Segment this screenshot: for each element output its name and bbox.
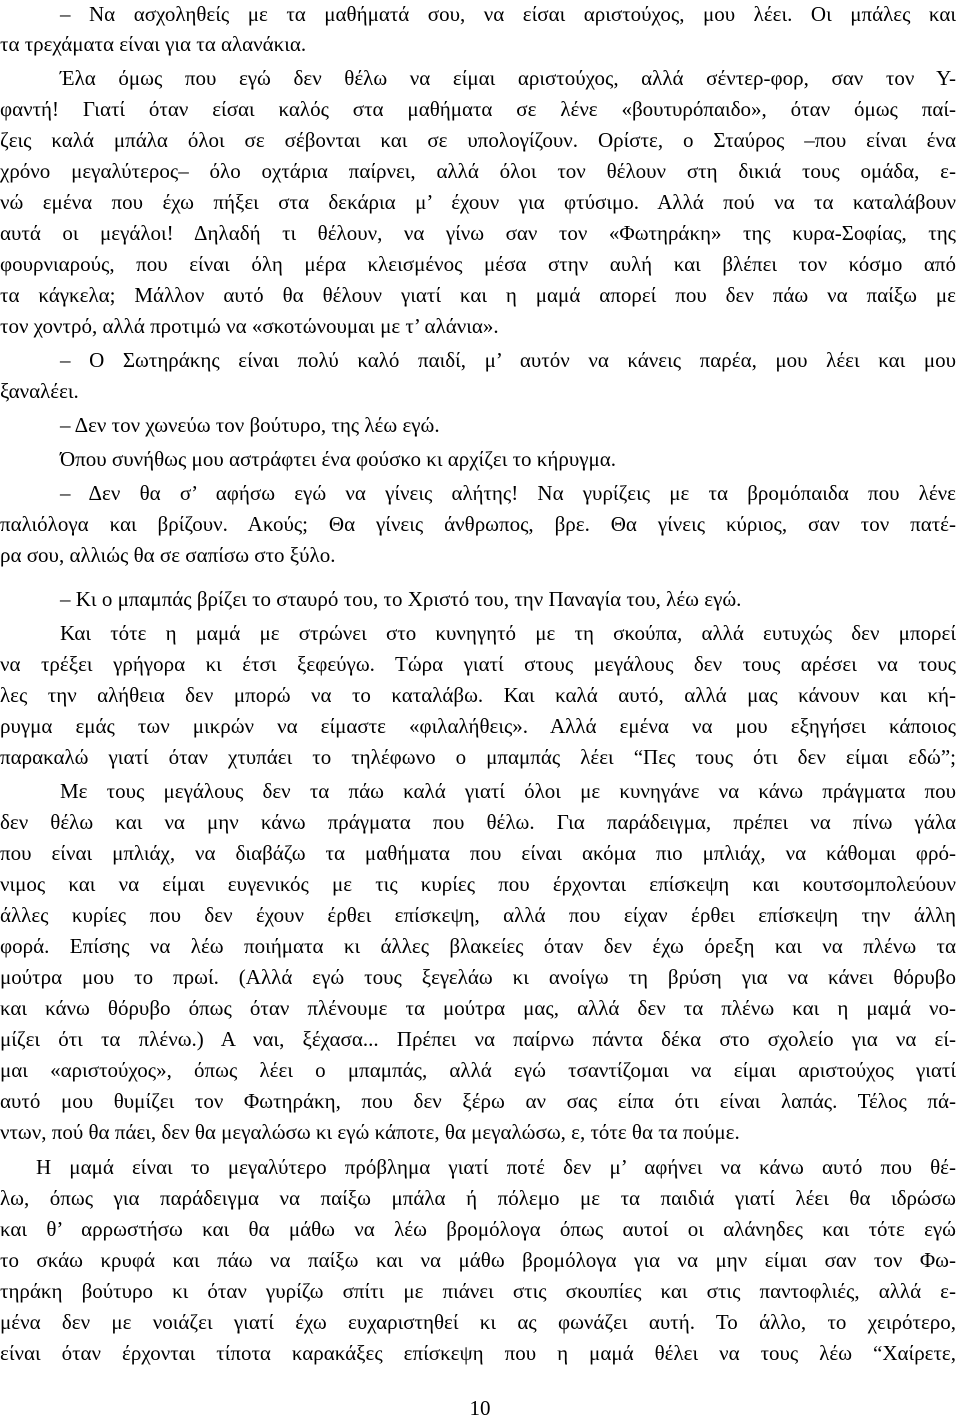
text-line: μαι «αριστούχος», όπως λέει ο μπαμπάς, αλλά εγώ τσαντίζομαι να είμαι αριστούχος γιατί [0, 1058, 956, 1082]
text-line: – Κι ο μπαμπάς βρίζει το σταυρό του, το Χριστό του, την Παναγία του, λέω εγώ. [60, 587, 742, 611]
text-line: φορά. Επίσης να λέω ποιήματα κι άλλες βλακείες όταν δεν έχω όρεξη και να πλένω τα [0, 934, 956, 958]
text-line: μούτρα μου το πρωί. (Αλλά εγώ τους ξεγελάω κι ανοίγω τη βρύση για να κάνει θόρυβο [0, 965, 956, 989]
text-line: νιμος και να είμαι ευγενικός με τις κυρίες που έρχονται επίσκεψη και κουτσομπολεύουν [0, 872, 956, 896]
text-line: και θ’ αρρωστήσω και θα μάθω να λέω βρομόλογα όπως αυτοί οι αλάνηδες και τότε εγώ [0, 1217, 956, 1241]
text-line: παρακαλώ γιατί όταν χτυπάει το τηλέφωνο ο μπαμπάς λέει “Πες τους ότι δεν είμαι εδώ”; [0, 745, 956, 769]
text-line: αυτό μου θυμίζει τον Φωτηράκη, που δεν ξέρω αν σας είπα ότι είναι λαπάς. Τέλος πά- [0, 1089, 956, 1113]
text-line: τα τρεχάματα είναι για τα αλανάκια. [0, 32, 307, 56]
text-line: χρόνο μεγαλύτερος– όλο οχτάρια παίρνει, αλλά όλοι τον θέλουν στη δικιά τους ομάδα, ε- [0, 159, 956, 183]
text-line: ρυγμα εμάς των μικρών να είμαστε «φιλαλήθεις». Αλλά εμένα να μου εξηγήσει κάποιος [0, 714, 956, 738]
text-line: τα κάγκελα; Μάλλον αυτό θα θέλουν γιατί και η μαμά απορεί που δεν πάω να παίξω με [0, 283, 956, 307]
text-line: ξαναλέει. [0, 379, 79, 403]
page-number: 10 [469, 1396, 491, 1420]
text-line: μένα δεν με νοιάζει γιατί έχω ευχαριστηθεί κι ας φωνάζει αυτή. Το άλλο, το χειρότερο, [0, 1310, 956, 1334]
text-line: νώ εμένα που έχω πήξει στα δεκάρια μ’ έχουν για φτύσιμο. Αλλά πού να τα καταλάβουν [0, 190, 956, 214]
text-line: Έλα όμως που εγώ δεν θέλω να είμαι αριστούχος, αλλά σέντερ-φορ, σαν τον Υ- [60, 66, 956, 90]
text-line: Με τους μεγάλους δεν τα πάω καλά γιατί όλοι με κυνηγάνε να κάνω πράγματα που [60, 779, 956, 803]
text-line: είναι όταν έρχονται τίποτα καρακάξες επίσκεψη που η μαμά θέλει να τους λέω “Χαίρετε, [0, 1341, 956, 1365]
text-line: να τρέξει γρήγορα κι έτσι ξεφεύγω. Τώρα γιατί στους μεγάλους δεν τους αρέσει να τους [0, 652, 956, 676]
text-line: ρα σου, αλλιώς θα σε σαπίσω στο ξύλο. [0, 543, 336, 567]
text-line: τον χοντρό, αλλά προτιμώ να «σκοτώνουμαι με τ’ αλάνια». [0, 314, 499, 338]
text-line: το σκάω κρυφά και πάω να παίξω και να μάθω βρομόλογα για να μην είμαι σαν τον Φω- [0, 1248, 956, 1272]
text-line: τηράκη βούτυρο κι όταν γυρίζω σπίτι με πιάνει στις σκουπίες και στις παντοφλιές, αλλά ε- [0, 1279, 956, 1303]
text-line: Η μαμά είναι το μεγαλύτερο πρόβλημα γιατί ποτέ δεν μ’ αφήνει να κάνω αυτό που θέ- [36, 1155, 956, 1179]
text-line: μίζει ότι τα πλένω.) Α ναι, ξέχασα... Πρέπει να παίρνω πάντα δέκα στο σχολείο για να εί- [0, 1027, 956, 1051]
text-line: που είναι μπλιάχ, να διαβάζω τα μαθήματα που είναι ακόμα πιο μπλιάχ, να κάθομαι φρό- [0, 841, 956, 865]
text-line: – Να ασχοληθείς με τα μαθήματά σου, να είσαι αριστούχος, μου λέει. Οι μπάλες και [60, 2, 956, 26]
text-line: Και τότε η μαμά με στρώνει στο κυνηγητό με τη σκούπα, αλλά ευτυχώς δεν μπορεί [60, 621, 956, 645]
text-line: δεν θέλω και να μην κάνω πράγματα που θέλω. Για παράδειγμα, πρέπει να πίνω γάλα [0, 810, 956, 834]
text-line: λες την αλήθεια δεν μπορώ να το καταλάβω. Και καλά αυτό, αλλά μας κάνουν και κή- [0, 683, 956, 707]
text-line: Όπου συνήθως μου αστράφτει ένα φούσκο κι αρχίζει το κήρυγμα. [60, 447, 617, 471]
text-line: – Δεν τον χωνεύω τον βούτυρο, της λέω εγώ. [60, 413, 440, 437]
text-line: ζεις καλά μπάλα όλοι σε σέβονται και σε υπολογίζουν. Ορίστε, ο Σταύρος –που είναι ένα [0, 128, 956, 152]
text-line: – Ο Σωτηράκης είναι πολύ καλό παιδί, μ’ αυτόν να κάνεις παρέα, μου λέει και μου [60, 348, 956, 372]
text-line: αυτά οι μεγάλοι! Δηλαδή τι θέλουν, να γίνω σαν τον «Φωτηράκη» της κυρα-Σοφίας, της [0, 221, 956, 245]
text-line: λω, όπως για παράδειγμα να παίξω μπάλα ή πόλεμο με τα παιδιά γιατί λέει θα ιδρώσω [0, 1186, 956, 1210]
text-line: φουρνιαρούς, που είναι όλη μέρα κλεισμένος μέσα στην αυλή και βλέπει τον κόσμο από [0, 252, 956, 276]
text-line: παλιόλογα και βρίζουν. Ακούς; Θα γίνεις άνθρωπος, βρε. Θα γίνεις κύριος, σαν τον πατέ- [0, 512, 956, 536]
text-line: ντων, πού θα πάει, δεν θα μεγαλώσω κι εγώ κάποτε, θα μεγαλώσω, ε, τότε θα τα πούμε. [0, 1120, 740, 1144]
text-line: άλλες κυρίες που δεν έχουν έρθει επίσκεψη, αλλά που είχαν έρθει επίσκεψη την άλλη [0, 903, 956, 927]
text-line: και κάνω θόρυβο όπως όταν πλένουμε τα μούτρα μας, αλλά δεν τα πλένω και η μαμά νο- [0, 996, 956, 1020]
text-line: φαντή! Γιατί όταν είσαι καλός στα μαθήματα σε λένε «βουτυρόπαιδο», όταν όμως παί- [0, 97, 956, 121]
text-line: – Δεν θα σ’ αφήσω εγώ να γίνεις αλήτης! Να γυρίζεις με τα βρομόπαιδα που λένε [60, 481, 956, 505]
